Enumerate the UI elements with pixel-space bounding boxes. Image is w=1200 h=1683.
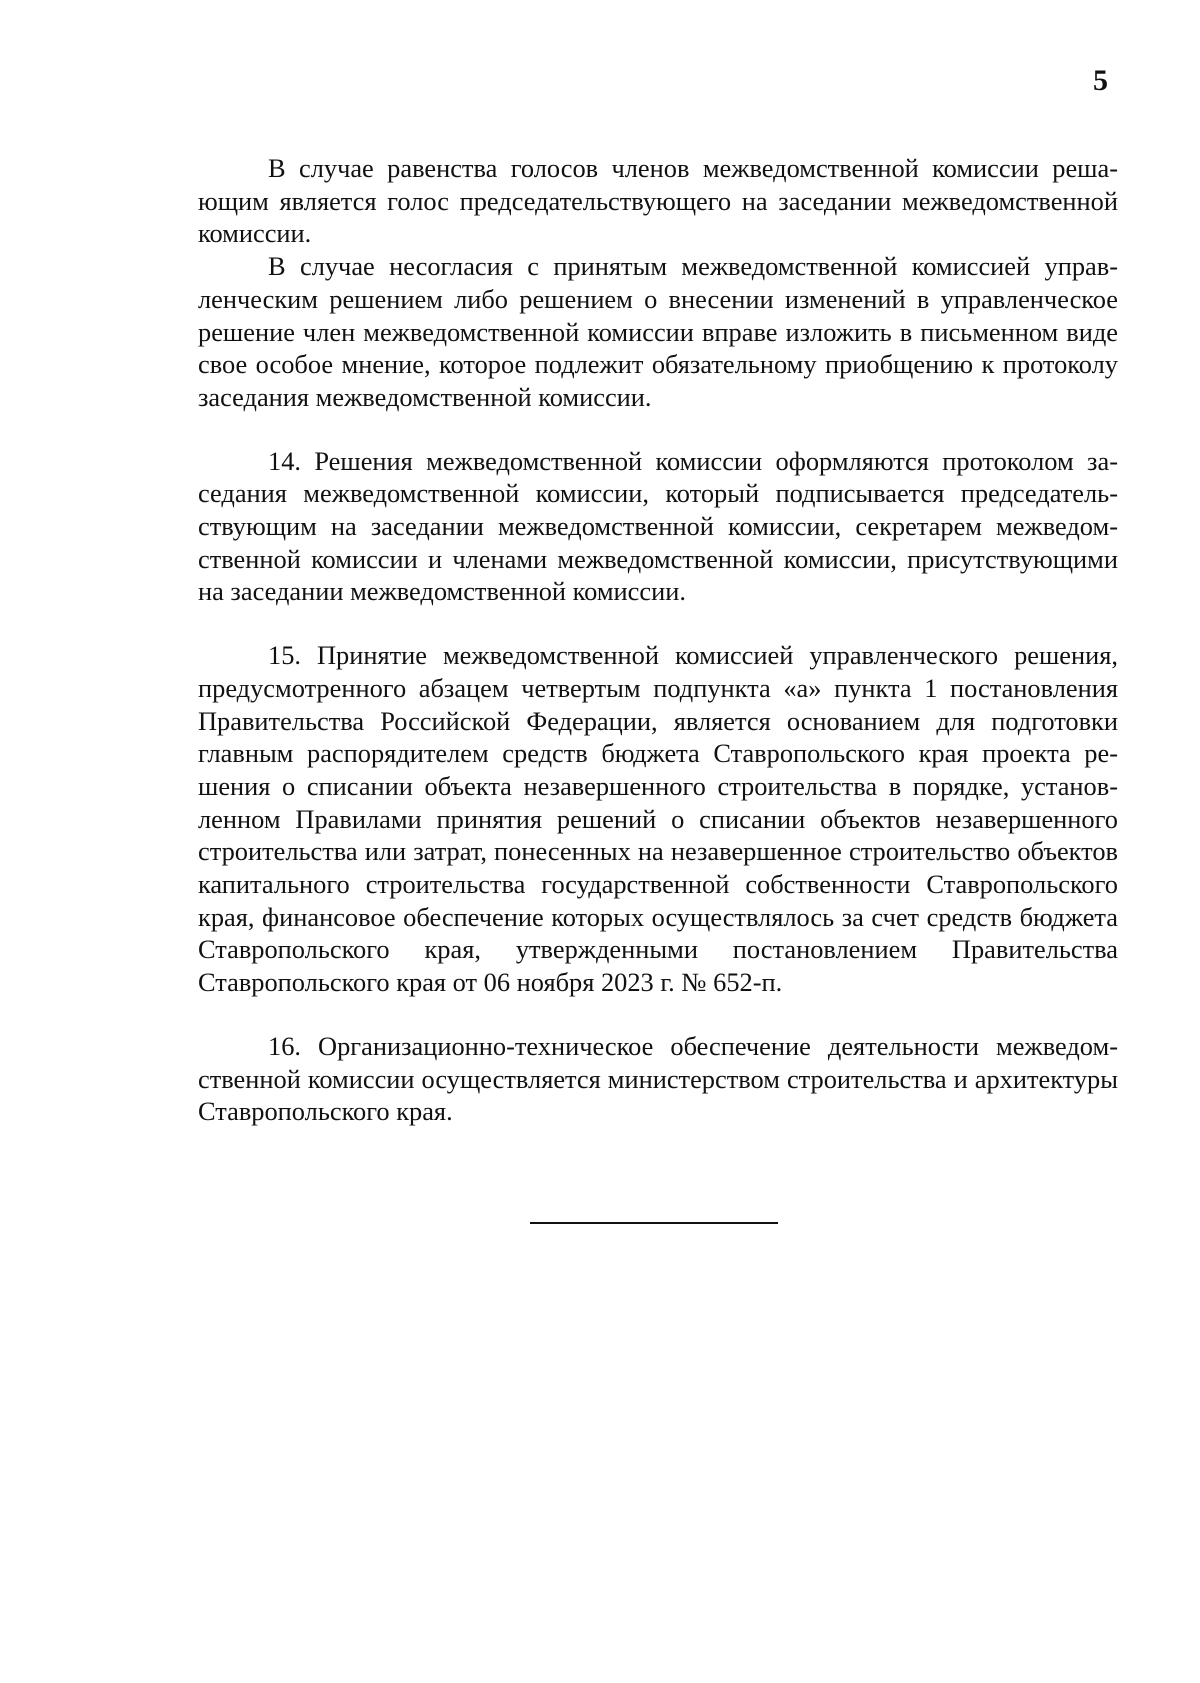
paragraph-equal-votes: В случае равенства голосов членов межведомственной комиссии решающим является голос председательствующего на заседании межведомственной комиссии.	[198, 153, 1118, 249]
document-body	[198, 152, 1118, 1128]
paragraph-item-15: 15. Принятие межведомственной комиссией управленческого решения, предусмотренного абзацем четвертым подпункта «а» пункта 1 постановления Правительства Российской Федерации, является основанием для подготовки главным распорядителем средств бюджета Ставропольского края проекта решения о списании объекта незавершенного строительства в порядке, установленном Правилами принятия решений о списании объектов незавершенного строительства или затрат, понесенных на незавершенное строительство объектов капитального строительства государственной собственности Ставропольского края, финансовое обеспечение которых осуществлялось за счет средств бюджета Ставропольского края, утвержденными постановлением Правительства Ставропольского края от 06 ноября 2023 г. № 652-п.	[198, 640, 1118, 998]
paragraph-dissenting-opinion: В случае несогласия с принятым межведомственной комиссией управленческим решением либо решением о внесении изменений в управленческое решение член межведомственной комиссии вправе изложить в письменном виде свое особое мнение, которое подлежит обязательному приобщению к протоколу заседания межведомственной комиссии.	[198, 251, 1118, 412]
paragraph-item-16: 16. Организационно-техническое обеспечение деятельности межведомственной комиссии осуществляется министерством строительства и архитектуры Ставропольского края.	[198, 1030, 1118, 1127]
closing-divider	[530, 1222, 778, 1224]
paragraph-item-14: 14. Решения межведомственной комиссии оформляются протоколом заседания межведомственной комиссии, который подписывается председательствующим на заседании межведомственной комиссии, секретарем межведомственной комиссии и членами межведомственной комиссии, присутствующими на заседании межведомственной комиссии.	[198, 445, 1118, 607]
page-number: 5	[1093, 64, 1108, 97]
